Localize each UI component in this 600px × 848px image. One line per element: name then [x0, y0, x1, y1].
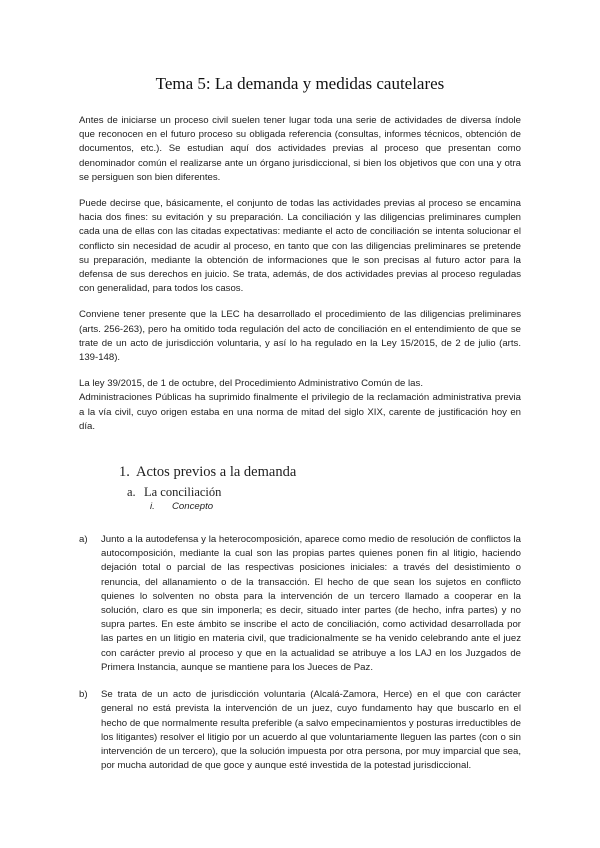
intro-paragraph: Antes de iniciarse un proceso civil suelen tener lugar toda una serie de actividades de diversa índole que reconocen en el futuro proceso su obligada referencia (consultas, informes técnicos, obtención de documentos, etc.). Se estudian aquí dos actividades previas al proceso que presentan como denominador común el realizarse ante un órgano jurisdiccional, si bien los objetivos que con una y otra se persiguen son bien diferentes.: [79, 115, 521, 183]
subsection-heading: [79, 485, 521, 500]
list-marker: a): [79, 534, 88, 546]
subsubsection-title: Concepto: [172, 501, 214, 513]
list-item-text: Se trata de un acto de jurisdicción voluntaria (Alcalá-Zamora, Herce) en el que con carácter general no está prevista la intervención de un juez, cuyo fundamento hay que buscarlo en el hecho de que normalmente resulta preferible (a salvo empecinamientos y posturas irreductibles de los litigantes) resolver el litigio por un acuerdo al que voluntariamente lleguen las partes (con o sin intervención de un tercero), que la solución impuesta por otra persona, por muy imparcial que sea, por mucha autoridad de que goce y aunque esté investida de la potestad jurisdiccional.: [101, 689, 521, 772]
subsection-title: La conciliación: [144, 485, 222, 500]
section-title: Actos previos a la demanda: [136, 464, 297, 481]
section-number: 1.: [119, 464, 130, 481]
law-paragraph-line: La ley 39/2015, de 1 de octubre, del Procedimiento Administrativo Común de las.: [79, 378, 423, 390]
list-marker: b): [79, 689, 88, 701]
section-heading: [79, 464, 521, 481]
subsection-letter: a.: [127, 485, 136, 500]
concept-list: [79, 533, 521, 773]
page-title: Tema 5: La demanda y medidas cautelares: [155, 74, 445, 93]
subsubsection-numeral: i.: [150, 501, 155, 513]
list-item: [79, 533, 521, 675]
list-item: [79, 688, 521, 773]
administrations-paragraph: Administraciones Públicas ha suprimido finalmente el privilegio de la reclamación administrativa previa a la vía civil, cuyo origen estaba en una norma de mitad del siglo XIX, carente de justificación hoy en día.: [79, 392, 521, 432]
lec-paragraph: Conviene tener presente que la LEC ha desarrollado el procedimiento de las diligencias preliminares (arts. 256-263), pero ha omitido toda regulación del acto de conciliación en el entendimiento de que se trate de un acto de jurisdicción voluntaria, y así lo ha regulado en la Ley 15/2015, de 2 de julio (arts. 139-148).: [79, 309, 521, 364]
subsubsection-heading: [79, 501, 521, 512]
list-item-text: Junto a la autodefensa y la heterocomposición, aparece como medio de resolución de conflictos la autocomposición, mediante la cual son las propias partes quienes ponen fin al litigio, haciendo dejación total o parcial de las respectivas posiciones iniciales: a través del desistimiento o renuncia, del allanamiento o de la transacción. El hecho de que sean los sujetos en conflicto quienes lo solventen no obsta para la intervención de un tercero llamado a cooperar en la solución, claro es que sin imponerla; es decir, situado inter partes (de hecho, infra partes) y no supra partes. En este ámbito se inscribe el acto de conciliación, como actividad desarrollada por las partes en un litigio en materia civil, que tradicionalmente se ha venido celebrando ante el juez con carácter previo al proceso y que en la actualidad se atribuye a los LAJ en los Juzgados de Primera Instancia, aunque se mantiene para los Jueces de Paz.: [101, 534, 521, 673]
aims-paragraph: Puede decirse que, básicamente, el conjunto de todas las actividades previas al proceso se encamina hacia dos fines: su evitación y su preparación. La conciliación y las diligencias preliminares cumplen cada una de ellas con las citadas expectativas: mediante el acto de conciliación se intenta solucionar el conflicto sin necesidad de acudir al proceso, en tanto que con las diligencias preliminares se pretende su preparación, mediante la obtención de informaciones que le son precisas al futuro actor para la defensa de sus derechos en juicio. Se trata, además, de dos actividades previas al proceso reguladas con generalidad, para todos los casos.: [79, 198, 521, 295]
